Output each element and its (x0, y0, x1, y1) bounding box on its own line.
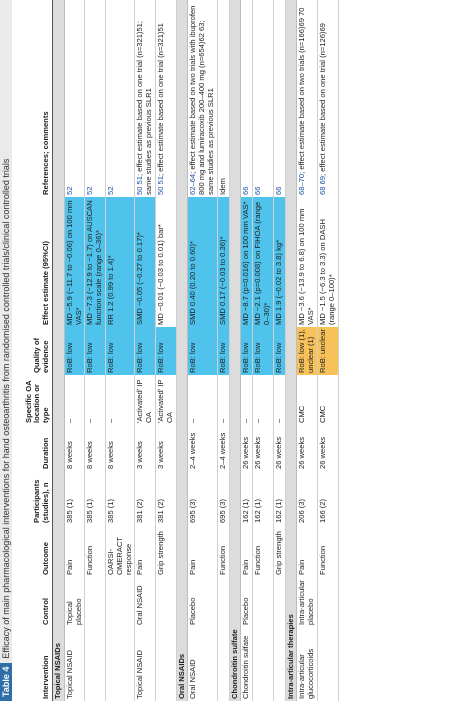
cell-outcome: Pain (188, 525, 217, 577)
cell-location: – (85, 375, 106, 425)
cell-effect: MD −1.5 (−6.3 to 3.3) on DASH (range 0–100)* (317, 197, 338, 327)
cell-effect: SMD −0.05 (−0.27 to 0.17)* (135, 197, 156, 327)
reference-link[interactable]: 50 51 (155, 175, 165, 195)
cell-outcome: Grip strength (273, 525, 285, 577)
section-title: Chondroitin sulfate (229, 0, 241, 701)
table-row (273, 0, 285, 701)
table-row (105, 0, 134, 701)
cell-references (297, 0, 318, 197)
cell-references (217, 0, 229, 197)
cell-effect: SMD 0.17 (−0.03 to 0.36)* (217, 197, 229, 327)
cell-participants: 385 (1) (105, 471, 134, 525)
reference-comment: ; effect estimate based on two trials (n=166)69 70 (297, 7, 307, 174)
cell-duration: 26 weeks (317, 425, 338, 471)
table-row (317, 0, 338, 701)
cell-participants: 162 (1) (253, 471, 274, 525)
cell-outcome: Function (253, 525, 274, 577)
reference-link[interactable]: 62–64 (188, 173, 198, 195)
reference-comment: ; effect estimate based on one trial (n=321)51 (155, 23, 165, 176)
table-title: Efficacy of main pharmacological interventions for hand osteoarthritis from randomised controlled trials/clinical controlled trials (1, 158, 11, 659)
section-title: Oral NSAIDs (176, 0, 188, 701)
table-row (64, 0, 85, 701)
cell-quality: RoB: low (155, 327, 176, 375)
cell-location: – (64, 375, 85, 425)
cell-location: – (188, 375, 217, 425)
cell-effect: MD −2.1 (p=0.008) on FIHOA (range 0–30)* (253, 197, 274, 327)
cell-location: – (241, 375, 253, 425)
cell-participants: 385 (1) (64, 471, 85, 525)
cell-control (105, 577, 134, 627)
table-row (217, 0, 229, 701)
cell-references (155, 0, 176, 197)
cell-participants: 381 (2) (155, 471, 176, 525)
cell-quality: RoB: unclear (317, 327, 338, 375)
cell-location: CMC (297, 375, 318, 425)
cell-participants: 206 (3) (297, 471, 318, 525)
cell-intervention (317, 627, 338, 701)
cell-outcome: Pain (241, 525, 253, 577)
cell-outcome: Function (85, 525, 106, 577)
cell-duration: 26 weeks (241, 425, 253, 471)
cell-intervention: Topical NSAID (64, 627, 85, 701)
cell-quality: RoB: low (217, 327, 229, 375)
header-references: References; comments (14, 0, 53, 197)
cell-effect: MD 1.9 (−0.02 to 3.8) kg* (273, 197, 285, 327)
cell-outcome: Function (217, 525, 229, 577)
reference-link[interactable]: 66 (253, 186, 263, 195)
cell-quality: RoB: low (85, 327, 106, 375)
cell-references (135, 0, 156, 197)
cell-effect: RR 1.2 (0.99 to 1.4)* (105, 197, 134, 327)
reference-link[interactable]: 52 (64, 186, 74, 195)
cell-intervention (85, 627, 106, 701)
cell-quality: RoB: low (188, 327, 217, 375)
reference-link[interactable]: 66 (273, 186, 283, 195)
cell-participants: 695 (3) (217, 471, 229, 525)
cell-control (253, 577, 274, 627)
cell-references (317, 0, 338, 197)
reference-link[interactable]: 68–70 (297, 173, 307, 195)
cell-intervention (105, 627, 134, 701)
cell-participants: 162 (1) (241, 471, 253, 525)
cell-participants: 166 (2) (317, 471, 338, 525)
cell-participants: 695 (3) (188, 471, 217, 525)
cell-outcome: Function (317, 525, 338, 577)
cell-outcome: Pain (135, 525, 156, 577)
table-row (297, 0, 318, 701)
cell-duration: 2–4 weeks (188, 425, 217, 471)
cell-effect: MD −0.01 (−0.03 to 0.01) bar* (155, 197, 176, 327)
cell-location: – (253, 375, 274, 425)
cell-location: 'Activated' IP OA (135, 375, 156, 425)
cell-outcome: Pain (64, 525, 85, 577)
reference-link[interactable]: 68 69 (317, 175, 327, 195)
cell-duration: 2–4 weeks (217, 425, 229, 471)
cell-control: Placebo (188, 577, 217, 627)
cell-quality: RoB: low (105, 327, 134, 375)
reference-link[interactable]: 50 51 (135, 175, 145, 195)
cell-references (241, 0, 253, 197)
header-control: Control (14, 577, 53, 627)
cell-location: 'Activated' IP OA (155, 375, 176, 425)
header-participants: Participants (studies), n (14, 471, 53, 525)
cell-participants: 162 (1) (273, 471, 285, 525)
cell-participants: 385 (1) (85, 471, 106, 525)
cell-duration: 26 weeks (273, 425, 285, 471)
cell-control: Intra-articular placebo (297, 577, 318, 627)
cell-quality: RoB: low (135, 327, 156, 375)
cell-references (85, 0, 106, 197)
cell-intervention (217, 627, 229, 701)
header-row (14, 0, 53, 701)
cell-control (217, 577, 229, 627)
table-label: Table 4 (0, 663, 12, 701)
cell-duration: 26 weeks (253, 425, 274, 471)
cell-duration: 8 weeks (105, 425, 134, 471)
cell-control (155, 577, 176, 627)
cell-outcome: Pain (297, 525, 318, 577)
table-row (253, 0, 274, 701)
cell-control: Placebo (241, 577, 253, 627)
reference-link[interactable]: 66 (241, 186, 251, 195)
cell-effect: MD −7.3 (−12.9 to −1.7) on AUSCAN function scale (range 0–36)* (85, 197, 106, 327)
cell-outcome: Grip strength (155, 525, 176, 577)
cell-intervention (273, 627, 285, 701)
reference-comment: Idem (217, 178, 227, 195)
cell-location: – (105, 375, 134, 425)
cell-references (188, 0, 217, 197)
cell-quality: RoB: low (1), unclear (1) (297, 327, 318, 375)
cell-participants: 381 (2) (135, 471, 156, 525)
cell-references (273, 0, 285, 197)
reference-comment: ; effect estimate based on one trial (n=321)51; same studies as previous SLR1 (135, 20, 154, 195)
reference-comment: ; effect estimate based on one trial (n=126)69 (317, 23, 327, 176)
cell-effect: MD −5.9 (−11.7 to −0.06) on 100 mm VAS* (64, 197, 85, 327)
header-effect: Effect estimate (95%CI) (14, 197, 53, 327)
cell-intervention: Oral NSAID (188, 627, 217, 701)
cell-control (317, 577, 338, 627)
cell-intervention (253, 627, 274, 701)
reference-link[interactable]: 52 (85, 186, 95, 195)
table-row (85, 0, 106, 701)
cell-location: CMC (317, 375, 338, 425)
efficacy-table (14, 0, 339, 701)
cell-references (253, 0, 274, 197)
cell-intervention: Intra-articular glucocorticoids (297, 627, 318, 701)
cell-location: – (273, 375, 285, 425)
cell-references (64, 0, 85, 197)
cell-effect: MD −8.7 (p=0.016) on 100 mm VAS* (241, 197, 253, 327)
cell-control (273, 577, 285, 627)
cell-references (105, 0, 134, 197)
cell-quality: RoB: low (253, 327, 274, 375)
cell-outcome: OARSI-OMERACT response (105, 525, 134, 577)
table-row (241, 0, 253, 701)
cell-intervention: Topical NSAID (135, 627, 156, 701)
table-row (188, 0, 217, 701)
cell-quality: RoB: low (273, 327, 285, 375)
table-caption (0, 0, 12, 701)
cell-quality: RoB: low (64, 327, 85, 375)
header-outcome: Outcome (14, 525, 53, 577)
section-title: Topical NSAIDs (53, 0, 65, 701)
cell-duration: 8 weeks (85, 425, 106, 471)
header-quality: Quality of evidence (14, 327, 53, 375)
reference-link[interactable]: 52 (105, 186, 115, 195)
section-title: Intra-articular therapies (285, 0, 297, 701)
cell-intervention: Chondroitin sulfate (241, 627, 253, 701)
header-duration: Duration (14, 425, 53, 471)
cell-intervention (155, 627, 176, 701)
cell-effect: MD −3.6 (−13.9 to 6.8) on 100 mm VAS* (297, 197, 318, 327)
table-row (155, 0, 176, 701)
cell-effect: SMD 0.40 (0.20 to 0.60)* (188, 197, 217, 327)
cell-control: Oral NSAID (135, 577, 156, 627)
header-location: Specific OA location or type (14, 375, 53, 425)
cell-location: – (217, 375, 229, 425)
table-row (135, 0, 156, 701)
reference-comment: ; effect estimate based on two trials with ibuprofen 800 mg and lumiracoxib 200–400 mg (n=654)62 63; same studies as previous SLR1 (188, 5, 215, 195)
cell-duration: 3 weeks (135, 425, 156, 471)
cell-duration: 8 weeks (64, 425, 85, 471)
cell-control: Topical placebo (64, 577, 85, 627)
cell-duration: 3 weeks (155, 425, 176, 471)
cell-quality: RoB: low (241, 327, 253, 375)
header-intervention: Intervention (14, 627, 53, 701)
cell-control (85, 577, 106, 627)
cell-duration: 26 weeks (297, 425, 318, 471)
